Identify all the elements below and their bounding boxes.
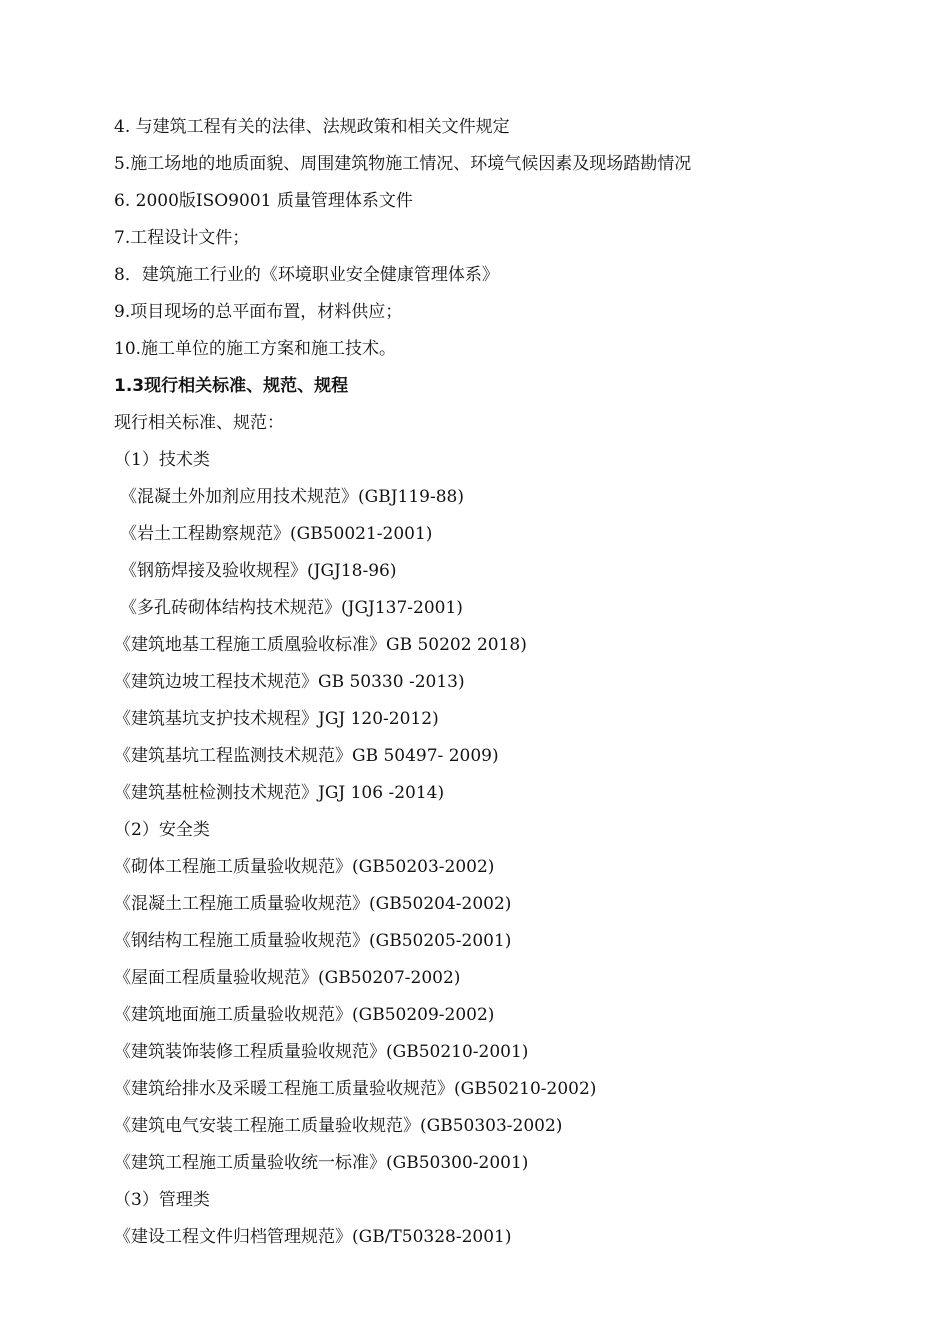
standard-item: 《屋面工程质量验收规范》(GB50207-2002) bbox=[114, 968, 461, 988]
basis-item-10: 10.施工单位的施工方案和施工技术。 bbox=[114, 339, 397, 359]
standard-item: 《岩土工程勘察规范》(GB50021-2001) bbox=[120, 524, 433, 544]
standard-item: 《建筑地基工程施工质凰验收标准》GB 50202 2018) bbox=[114, 635, 527, 655]
standard-item: 《建筑给排水及采暖工程施工质量验收规范》(GB50210-2002) bbox=[114, 1079, 597, 1099]
basis-item-7: 7.工程设计文件； bbox=[114, 228, 250, 248]
standard-item: 《砌体工程施工质量验收规范》(GB50203-2002) bbox=[114, 857, 495, 877]
basis-item-5: 5.施工场地的地质面貌、周围建筑物施工情况、环境气候因素及现场踏勘情况 bbox=[114, 154, 692, 174]
section-heading: 1.3现行相关标准、规范、规程 bbox=[114, 376, 349, 396]
basis-item-6: 6. 2000版ISO9001 质量管理体系文件 bbox=[114, 191, 413, 211]
standard-item: 《钢结构工程施工质量验收规范》(GB50205-2001) bbox=[114, 931, 512, 951]
standard-item: 《建筑基坑工程监测技术规范》GB 50497- 2009) bbox=[114, 746, 499, 766]
standard-item: 《建筑边坡工程技术规范》GB 50330 -2013) bbox=[114, 672, 465, 692]
standard-item: 《钢筋焊接及验收规程》(JGJ18-96) bbox=[120, 561, 397, 581]
basis-item-4: 4. 与建筑工程有关的法律、法规政策和相关文件规定 bbox=[114, 117, 510, 137]
intro-text: 现行相关标准、规范： bbox=[114, 413, 284, 433]
technical-category-title: （1）技术类 bbox=[114, 450, 210, 470]
standard-item: 《混凝土外加剂应用技术规范》(GBJ119-88) bbox=[120, 487, 464, 507]
standard-item: 《建筑工程施工质量验收统一标准》(GB50300-2001) bbox=[114, 1153, 529, 1173]
standard-item: 《建设工程文件归档管理规范》(GB/T50328-2001) bbox=[114, 1227, 512, 1247]
standard-item: 《建筑电气安装工程施工质量验收规范》(GB50303-2002) bbox=[114, 1116, 563, 1136]
standard-item: 《混凝土工程施工质量验收规范》(GB50204-2002) bbox=[114, 894, 512, 914]
standard-item: 《建筑基桩检测技术规范》JGJ 106 -2014) bbox=[114, 783, 445, 803]
standard-item: 《建筑装饰装修工程质量验收规范》(GB50210-2001) bbox=[114, 1042, 529, 1062]
safety-category-title: （2）安全类 bbox=[114, 820, 210, 840]
management-category-title: （3）管理类 bbox=[114, 1190, 210, 1210]
standard-item: 《建筑基坑支护技术规程》JGJ 120-2012) bbox=[114, 709, 439, 729]
standard-item: 《多孔砖砌体结构技术规范》(JGJ137-2001) bbox=[120, 598, 463, 618]
basis-item-8: 8．建筑施工行业的《环境职业安全健康管理体系》 bbox=[114, 265, 499, 285]
standard-item: 《建筑地面施工质量验收规范》(GB50209-2002) bbox=[114, 1005, 495, 1025]
basis-item-9: 9.项目现场的总平面布置，材料供应； bbox=[114, 302, 403, 322]
